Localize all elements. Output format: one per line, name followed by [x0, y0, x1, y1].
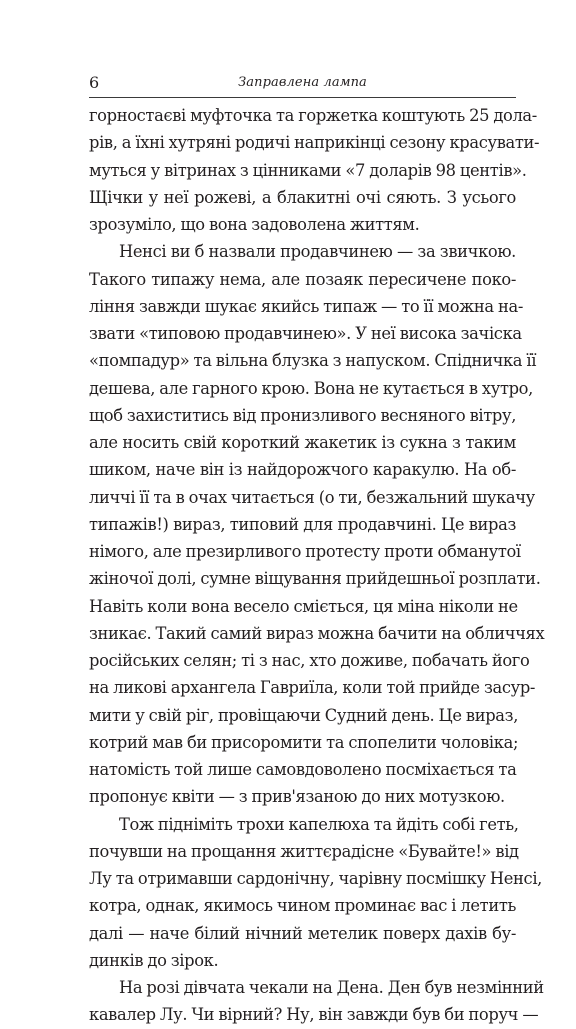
- paragraph: [89, 811, 543, 975]
- text-line: далі — наче білий нічний метелик поверх дахів бу-: [89, 923, 516, 943]
- text-line: личчі її та в очах читається (о ти, безжальний шукачу: [89, 487, 535, 507]
- text-line: пропонує квіти — з прив'язаною до них мотузкою.: [89, 787, 505, 807]
- text-line: зрозуміло, що вона задоволена життям.: [89, 215, 420, 234]
- text-line: зникає. Такий самий вираз можна бачити на обличчях: [89, 623, 545, 643]
- paragraph: [89, 238, 545, 810]
- text-line: Щічки у неї рожеві, а блакитні очі сяють. З усього: [89, 187, 516, 207]
- text-line: Тож підніміть трохи капелюха та йдіть собі геть,: [119, 814, 519, 834]
- text-line: натомість той лише самовдоволено посміхається та: [89, 760, 517, 779]
- text-line: почувши на прощання життєрадісне «Бувайте!» від: [89, 841, 519, 861]
- text-line: типажів!) вираз, типовий для продавчині. Це вираз: [89, 514, 516, 534]
- text-line: Такого типажу нема, але позаяк пересичене поко-: [89, 269, 516, 289]
- paragraph: [89, 102, 540, 238]
- running-header: [89, 73, 516, 98]
- text-line: російських селян; ті з нас, хто доживе, побачать його: [89, 651, 530, 670]
- page-number: 6: [89, 73, 100, 92]
- text-line: шиком, наче він із найдорожчого каракулю. На об-: [89, 460, 516, 480]
- text-line: жіночої долі, сумне віщування прийдешньої розплати.: [89, 569, 541, 589]
- text-line: звати «типовою продавчинею». У неї висока зачіска: [89, 324, 522, 343]
- text-line: ління завжди шукає якийсь типаж — то її можна на-: [89, 296, 523, 316]
- text-line: Лу та отримавши сардонічну, чарівну посмішку Ненсі,: [89, 869, 543, 888]
- text-line: на ликові архангела Гавриїла, коли той прийде засур-: [89, 678, 536, 698]
- text-line: На розі дівчата чекали на Дена. Ден був незмінний: [119, 978, 544, 997]
- running-title: Заправлена лампа: [238, 75, 367, 90]
- text-line: котрий мав би присоромити та спопелити чоловіка;: [89, 732, 519, 752]
- paragraph: [89, 974, 544, 1029]
- text-line: динків до зірок.: [89, 950, 219, 970]
- text-line: мити у свій ріг, провіщаючи Судний день. Це вираз,: [89, 705, 519, 725]
- text-line: Ненсі ви б назвали продавчинею — за звичкою.: [119, 242, 516, 262]
- text-line: горностаєві муфточка та горжетка коштують 25 дола-: [89, 106, 537, 125]
- text-line: німого, але презирливого протесту проти обманутої: [89, 542, 521, 561]
- text-line: кавалер Лу. Чи вірний? Ну, він завжди був би поруч —: [89, 1005, 539, 1025]
- text-line: «помпадур» та вільна блузка з напуском. Спідничка її: [89, 351, 537, 371]
- text-line: котра, однак, якимось чином проминає вас і летить: [89, 896, 516, 916]
- text-line: муться у вітринах з цінниками «7 доларів 98 центів».: [89, 160, 527, 180]
- text-line: щоб захиститись від пронизливого весняного вітру,: [89, 405, 517, 425]
- text-line: але носить свій короткий жакетик із сукна з таким: [89, 433, 516, 452]
- text-line: дешева, але гарного крою. Вона не кутається в хутро,: [89, 378, 533, 398]
- text-line: Навіть коли вона весело сміється, ця міна ніколи не: [89, 596, 518, 616]
- text-line: рів, а їхні хутряні родичі наприкінці сезону красувати-: [89, 133, 540, 153]
- body-text: [89, 102, 545, 1029]
